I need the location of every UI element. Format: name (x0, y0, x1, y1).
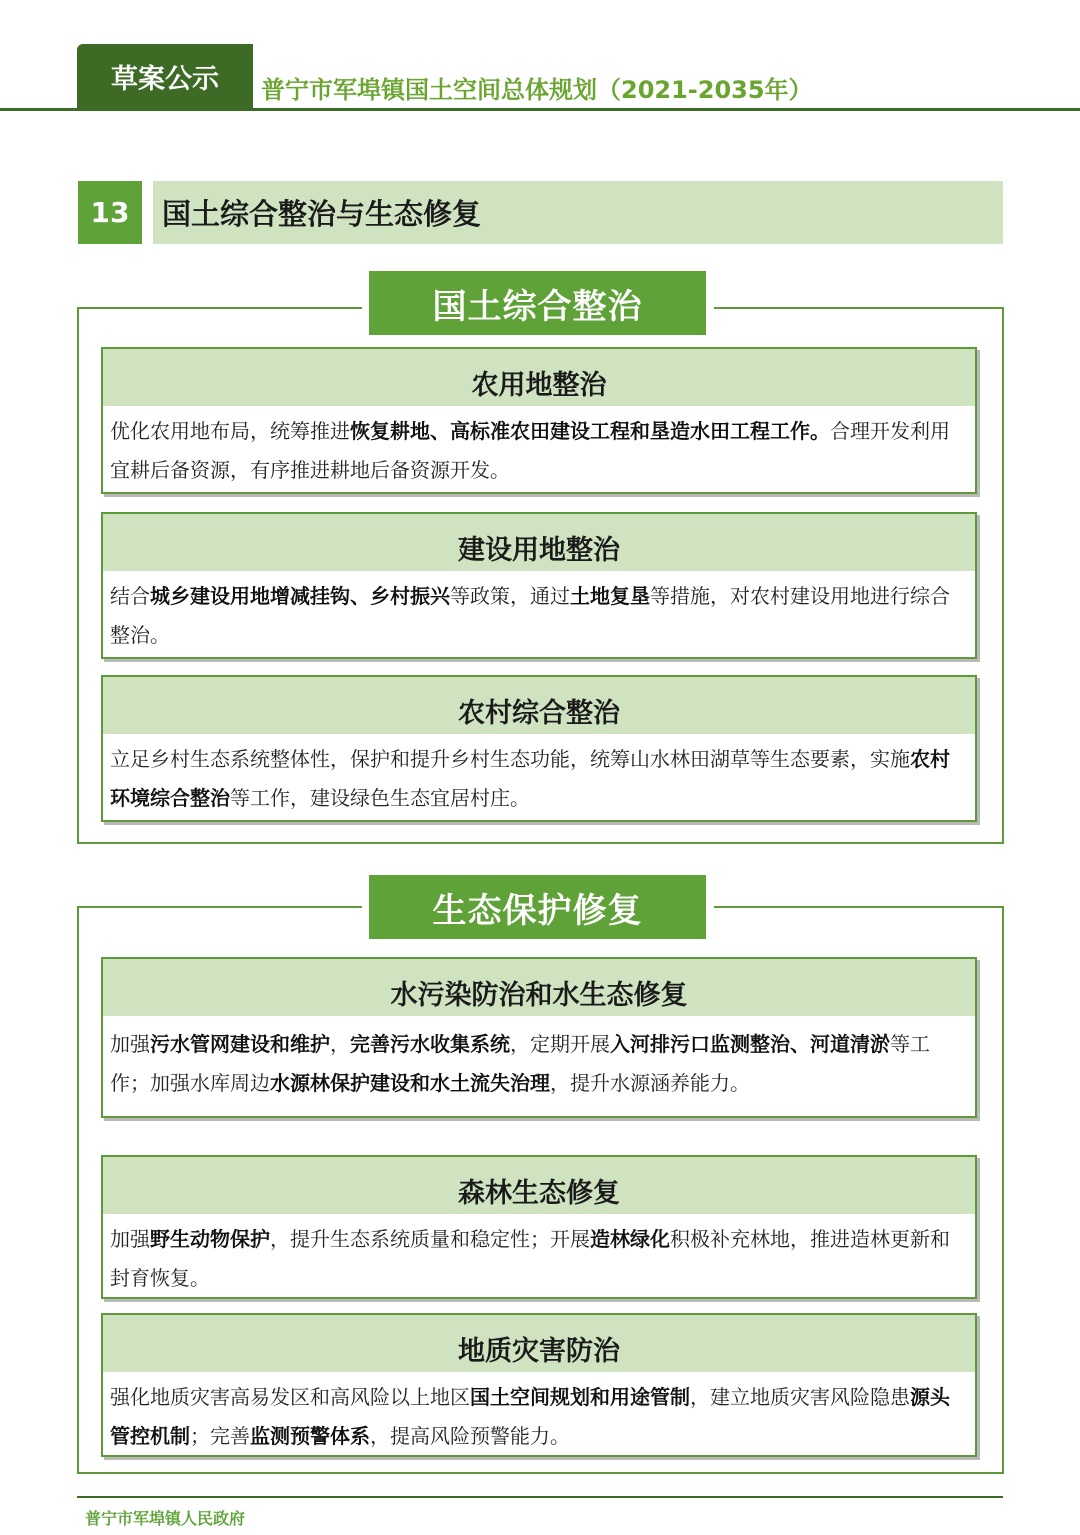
body-text: ，定期开展 (510, 1032, 610, 1056)
body-text: 等工作；加强水库周边 (110, 1032, 930, 1095)
group-label-land-consolidation: 国土综合整治 (369, 271, 706, 335)
body-text: 等政策，通过 (450, 584, 570, 608)
card-body (110, 740, 969, 818)
card-title: 水污染防治和水生态修复 (103, 959, 975, 1016)
card-body (110, 1378, 969, 1456)
card-body (110, 1220, 969, 1298)
card-title: 地质灾害防治 (103, 1315, 975, 1372)
body-text: 加强 (110, 1227, 150, 1251)
card-water-pollution-control (101, 957, 977, 1118)
body-text: ，建立地质灾害风险隐患 (690, 1385, 910, 1409)
card-farmland-consolidation (101, 347, 977, 494)
emphasis-text: 水源林保护建设和水土流失治理 (270, 1071, 550, 1095)
emphasis-text: 农村环境综合整治 (110, 747, 950, 810)
body-text: ，提升生态系统质量和稳定性；开展 (270, 1227, 590, 1251)
card-body (110, 1025, 969, 1103)
emphasis-text: 入河排污口监测整治、河道清淤 (610, 1032, 890, 1056)
emphasis-text: 国土空间规划和用途管制 (470, 1385, 690, 1409)
emphasis-text: 城乡建设用地增减挂钩、乡村振兴 (150, 584, 450, 608)
body-text: ，提高风险预警能力。 (370, 1424, 570, 1448)
card-title: 农用地整治 (103, 349, 975, 406)
emphasis-text: 完善污水收集系统 (350, 1032, 510, 1056)
emphasis-text: 造林绿化 (590, 1227, 670, 1251)
body-text: 等措施，对农村建设用地进行综合整治。 (110, 584, 950, 647)
body-text: ，提升水源涵养能力。 (550, 1071, 750, 1095)
body-text: 等工作，建设绿色生态宜居村庄。 (230, 786, 530, 810)
body-text: 合理开发利用宜耕后备资源，有序推进耕地后备资源开发。 (110, 419, 950, 482)
card-body (110, 412, 969, 490)
card-forest-restoration (101, 1155, 977, 1299)
footer-divider (77, 1496, 1003, 1498)
footer-organization: 普宁市军埠镇人民政府 (85, 1509, 246, 1528)
section-number: 13 (78, 181, 142, 244)
emphasis-text: 监测预警体系 (250, 1424, 370, 1448)
body-text: 积极补充林地，推进造林更新和封育恢复。 (110, 1227, 950, 1290)
document-title: 普宁市军埠镇国土空间总体规划（2021-2035年） (261, 76, 813, 104)
body-text: 加强 (110, 1032, 150, 1056)
section-title: 国土综合整治与生态修复 (162, 197, 482, 231)
card-title: 农村综合整治 (103, 677, 975, 734)
draft-notice-tab: 草案公示 (77, 44, 253, 108)
card-construction-land-consolidation (101, 512, 977, 659)
emphasis-text: 污水管网建设和维护 (150, 1032, 330, 1056)
body-text: ， (330, 1032, 350, 1056)
header-divider (0, 108, 1080, 111)
emphasis-text: 恢复耕地、高标准农田建设工程和垦造水田工程工作。 (350, 419, 830, 443)
body-text: 结合 (110, 584, 150, 608)
card-body (110, 577, 969, 655)
body-text: 优化农用地布局，统筹推进 (110, 419, 350, 443)
body-text: 强化地质灾害高易发区和高风险以上地区 (110, 1385, 470, 1409)
card-rural-consolidation (101, 675, 977, 822)
emphasis-text: 源头管控机制 (110, 1385, 950, 1448)
card-title: 建设用地整治 (103, 514, 975, 571)
card-geological-hazard-prevention (101, 1313, 977, 1457)
emphasis-text: 土地复垦 (570, 584, 650, 608)
emphasis-text: 野生动物保护 (150, 1227, 270, 1251)
card-title: 森林生态修复 (103, 1157, 975, 1214)
group-label-ecological-restoration: 生态保护修复 (369, 875, 706, 939)
body-text: ；完善 (190, 1424, 250, 1448)
body-text: 立足乡村生态系统整体性，保护和提升乡村生态功能，统筹山水林田湖草等生态要素，实施 (110, 747, 910, 771)
